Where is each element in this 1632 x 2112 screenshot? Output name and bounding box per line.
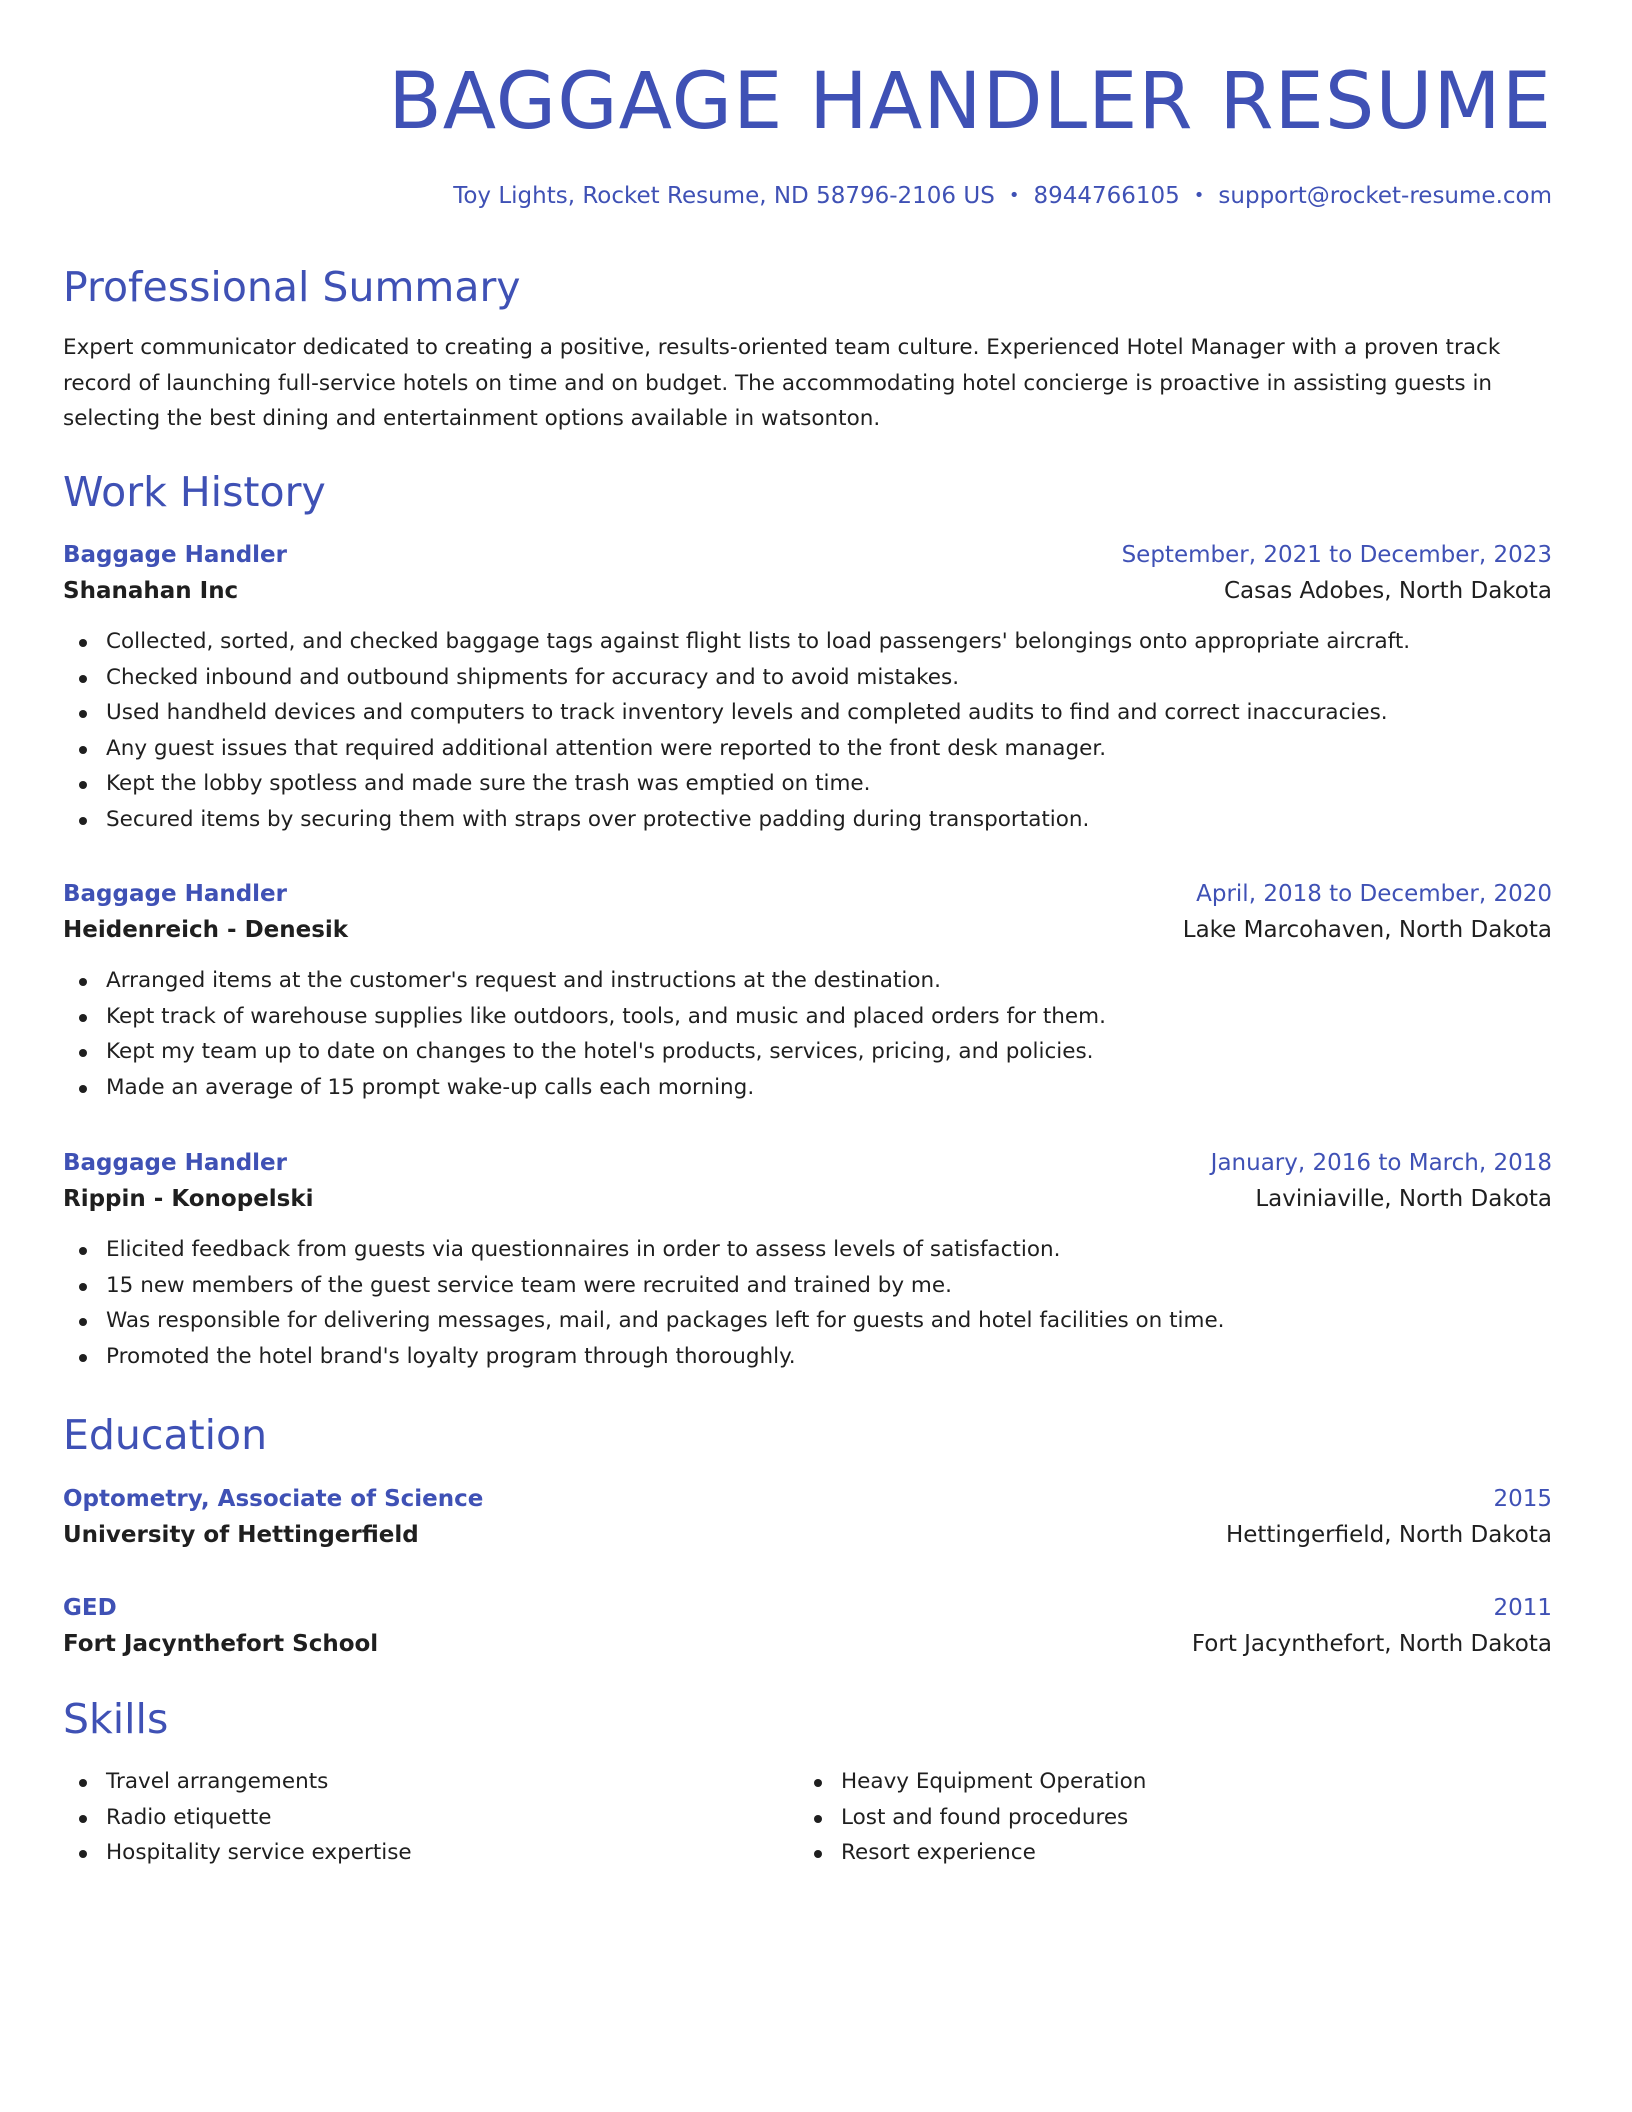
education-location: Fort Jacynthefort, North Dakota (1191, 1631, 1552, 1657)
skills-column-right (798, 1764, 1533, 1871)
job-location: Lake Marcohaven, North Dakota (1182, 917, 1552, 943)
job-title-row (63, 877, 1552, 911)
education-degree-row (63, 1591, 1552, 1625)
job-bullet: Made an average of 15 prompt wake-up calls each morning. (63, 1070, 1552, 1106)
section-title-summary: Professional Summary (63, 263, 521, 311)
job-entry (63, 538, 1552, 838)
skill-item: Travel arrangements (63, 1764, 798, 1800)
contact-line (453, 180, 1552, 212)
education-entry (63, 1591, 1552, 1663)
education-entry (63, 1482, 1552, 1554)
job-bullet: 15 new members of the guest service team were recruited and trained by me. (63, 1268, 1552, 1304)
skill-item: Resort experience (798, 1835, 1533, 1871)
job-bullets (63, 1232, 1552, 1374)
education-school-row (63, 1625, 1552, 1663)
education-year: 2011 (1493, 1595, 1552, 1621)
job-title: Baggage Handler (63, 1150, 288, 1176)
resume-title: BAGGAGE HANDLER RESUME (388, 57, 1552, 147)
section-title-work-history: Work History (63, 468, 326, 516)
job-bullets (63, 963, 1552, 1105)
skill-item: Lost and found procedures (798, 1800, 1533, 1836)
education-degree: Optometry, Associate of Science (63, 1486, 484, 1512)
job-bullet: Arranged items at the customer's request and instructions at the destination. (63, 963, 1552, 999)
contact-phone: 8944766105 (1033, 183, 1180, 209)
contact-address: Toy Lights, Rocket Resume, ND 58796-2106 US (453, 183, 995, 209)
skills-column-left (63, 1764, 798, 1871)
education-school: Fort Jacynthefort School (63, 1631, 379, 1657)
job-bullet: Was responsible for delivering messages, mail, and packages left for guests and hotel facilities on time. (63, 1303, 1552, 1339)
contact-separator: • (1193, 185, 1205, 206)
job-bullet: Promoted the hotel brand's loyalty program through thoroughly. (63, 1339, 1552, 1375)
job-title-row (63, 538, 1552, 572)
job-bullet: Kept track of warehouse supplies like outdoors, tools, and music and placed orders for them. (63, 999, 1552, 1035)
section-title-education: Education (63, 1411, 268, 1459)
skill-item: Hospitality service expertise (63, 1835, 798, 1871)
job-location: Laviniaville, North Dakota (1255, 1186, 1552, 1212)
education-degree: GED (63, 1595, 117, 1621)
job-title: Baggage Handler (63, 881, 288, 907)
skills-list (63, 1764, 1552, 1871)
job-title-row (63, 1146, 1552, 1180)
job-bullet: Secured items by securing them with straps over protective padding during transportation. (63, 802, 1552, 838)
job-company: Heidenreich - Denesik (63, 917, 349, 943)
education-school: University of Hettingerfield (63, 1522, 419, 1548)
section-title-skills: Skills (63, 1695, 169, 1743)
job-bullet: Kept my team up to date on changes to the hotel's products, services, pricing, and policies. (63, 1034, 1552, 1070)
education-location: Hettingerfield, North Dakota (1225, 1522, 1552, 1548)
job-dates: January, 2016 to March, 2018 (1210, 1150, 1552, 1176)
job-bullets (63, 624, 1552, 838)
job-bullet: Checked inbound and outbound shipments for accuracy and to avoid mistakes. (63, 660, 1552, 696)
job-bullet: Kept the lobby spotless and made sure the trash was emptied on time. (63, 766, 1552, 802)
job-location: Casas Adobes, North Dakota (1223, 578, 1552, 604)
job-bullet: Used handheld devices and computers to track inventory levels and completed audits to find and correct inaccuracies. (63, 695, 1552, 731)
job-bullet: Collected, sorted, and checked baggage tags against flight lists to load passengers' belongings onto appropriate aircraft. (63, 624, 1552, 660)
job-company-row (63, 911, 1552, 949)
summary-text: Expert communicator dedicated to creating a positive, results-oriented team culture. Experienced Hotel Manager with a proven track record of launching full-service hotels on time and on budget. The accommodating hotel concierge is proactive in assisting guests in selecting the best dining and entertainment options available in watsonton. (63, 335, 1501, 431)
education-degree-row (63, 1482, 1552, 1516)
job-bullet: Any guest issues that required additional attention were reported to the front desk manager. (63, 731, 1552, 767)
job-company: Shanahan Inc (63, 578, 239, 604)
education-school-row (63, 1516, 1552, 1554)
education-year: 2015 (1493, 1486, 1552, 1512)
skill-item: Radio etiquette (63, 1800, 798, 1836)
skill-item: Heavy Equipment Operation (798, 1764, 1533, 1800)
job-title: Baggage Handler (63, 542, 288, 568)
contact-email[interactable]: support@rocket-resume.com (1218, 183, 1552, 209)
contact-separator: • (1008, 185, 1020, 206)
job-company-row (63, 1180, 1552, 1218)
job-dates: April, 2018 to December, 2020 (1196, 881, 1552, 907)
job-bullet: Elicited feedback from guests via questionnaires in order to assess levels of satisfaction. (63, 1232, 1552, 1268)
job-company: Rippin - Konopelski (63, 1186, 314, 1212)
job-entry (63, 877, 1552, 1105)
job-company-row (63, 572, 1552, 610)
job-dates: September, 2021 to December, 2023 (1121, 542, 1552, 568)
job-entry (63, 1146, 1552, 1374)
